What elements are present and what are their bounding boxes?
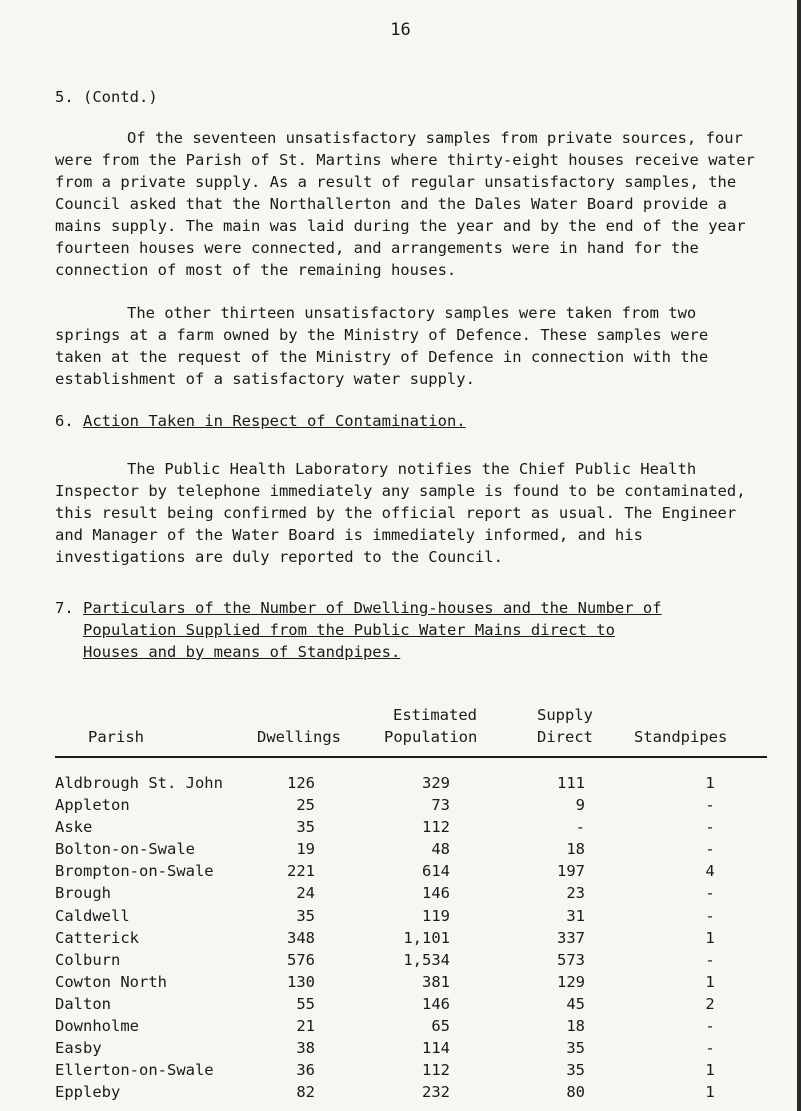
table-row [55,951,767,973]
cell-supply: 80 [566,1083,585,1102]
table-row [55,796,767,818]
cell-dwellings: 19 [296,840,315,859]
cell-population: 232 [422,1083,450,1102]
table-body [55,774,767,1105]
cell-supply: 18 [566,1017,585,1036]
cell-standpipes: - [705,1039,715,1058]
cell-parish: Ellerton-on-Swale [55,1061,214,1080]
cell-supply: 111 [557,774,585,792]
cell-parish: Eppleby [55,1083,121,1102]
section-5-heading: 5. (Contd.) [55,88,158,106]
table-row [55,862,767,884]
cell-supply: - [575,818,585,837]
cell-dwellings: 576 [287,950,315,969]
cell-standpipes: - [705,818,715,837]
cell-parish: Aske [55,818,93,837]
cell-standpipes: - [705,884,715,903]
cell-standpipes: - [705,950,715,969]
cell-supply: 573 [557,950,585,969]
cell-standpipes: 1 [705,1083,715,1102]
cell-standpipes: 1 [705,972,715,991]
section-6-paragraph [55,458,755,568]
table-row [55,840,767,862]
table-row [55,973,767,995]
section-7-title-line-1 [55,597,662,619]
section-7-heading [55,597,662,663]
table-row [55,929,767,951]
cell-supply: 23 [566,884,585,903]
page-number: 16 [390,20,411,40]
header-supply-line-2: Direct [537,728,593,746]
section-6-heading [55,410,466,432]
cell-parish: Appleton [55,796,130,815]
table-row [55,995,767,1017]
cell-standpipes: 4 [705,862,715,881]
cell-population: 73 [431,796,450,815]
cell-supply: 18 [566,840,585,859]
header-rule [55,756,767,758]
section-5-paragraph-2 [55,302,755,390]
cell-supply: 45 [566,994,585,1013]
cell-standpipes: - [705,796,715,815]
table-row [55,884,767,906]
cell-parish: Brompton-on-Swale [55,862,214,881]
cell-supply: 197 [557,862,585,881]
paragraph-text: The Public Health Laboratory notifies the Chief Public Health Inspector by telephone immediately any sample is found to be contaminated, this result being confirmed by the official report as usual. The Engineer and Manager of the Water Board is immediately informed, and his investigations are duly reported to the Council. [55,460,746,566]
cell-dwellings: 25 [296,796,315,815]
section-6-title: Action Taken in Respect of Contamination. [83,412,466,430]
cell-parish: Caldwell [55,906,130,925]
table-row [55,907,767,929]
cell-supply: 35 [566,1039,585,1058]
paragraph-text: The other thirteen unsatisfactory samples were taken from two springs at a farm owned by the Ministry of Defence. These samples were taken at the request of the Ministry of Defence in connection with the establishment of a satisfactory water supply. [55,304,709,388]
cell-standpipes: 1 [705,1061,715,1080]
cell-population: 119 [422,906,450,925]
table-row [55,774,767,796]
cell-population: 114 [422,1039,450,1058]
table-row [55,818,767,840]
cell-dwellings: 36 [296,1061,315,1080]
header-population-line-2: Population [384,728,478,746]
cell-population: 112 [422,1061,450,1080]
section-7-number: 7. [55,599,74,617]
cell-population: 614 [422,862,450,881]
cell-dwellings: 24 [296,884,315,903]
section-7-title-line-3: Houses and by means of Standpipes. [83,643,401,661]
cell-dwellings: 82 [296,1083,315,1102]
cell-supply: 337 [557,928,585,947]
cell-standpipes: - [705,1017,715,1036]
cell-population: 1,534 [403,950,450,969]
cell-population: 65 [431,1017,450,1036]
cell-standpipes: 1 [705,774,715,792]
section-7-title-line-2: Population Supplied from the Public Water Mains direct to [83,621,615,639]
cell-standpipes: 2 [705,994,715,1013]
cell-dwellings: 130 [287,972,315,991]
cell-parish: Dalton [55,994,111,1013]
paragraph-text: Of the seventeen unsatisfactory samples from private sources, four were from the Parish of St. Martins where thirty-eight houses receive water from a private supply. As a result of regular unsatisfactory samples, the Council asked that the Northallerton and the Dales Water Board provide a mains supply. The main was laid during the year and by the end of the year fourteen houses were connected, and arrangements were in hand for the connection of most of the remaining houses. [55,129,755,279]
cell-dwellings: 35 [296,906,315,925]
cell-dwellings: 21 [296,1017,315,1036]
cell-population: 1,101 [403,928,450,947]
cell-supply: 9 [575,796,585,815]
cell-population: 112 [422,818,450,837]
cell-dwellings: 126 [287,774,315,792]
cell-dwellings: 35 [296,818,315,837]
table-row [55,1083,767,1105]
section-6-number: 6. [55,412,74,430]
table-row [55,1017,767,1039]
header-population-line-1: Estimated [393,706,477,724]
header-parish: Parish [88,728,144,746]
cell-standpipes: - [705,906,715,925]
header-supply-line-1: Supply [537,706,593,724]
table-row [55,1061,767,1083]
cell-supply: 35 [566,1061,585,1080]
cell-parish: Downholme [55,1017,139,1036]
cell-population: 329 [422,774,450,792]
cell-standpipes: - [705,840,715,859]
cell-parish: Aldbrough St. John [55,774,223,792]
cell-population: 146 [422,884,450,903]
cell-supply: 129 [557,972,585,991]
cell-dwellings: 55 [296,994,315,1013]
cell-dwellings: 221 [287,862,315,881]
cell-supply: 31 [566,906,585,925]
cell-parish: Brough [55,884,111,903]
cell-population: 146 [422,994,450,1013]
cell-parish: Bolton-on-Swale [55,840,195,859]
cell-parish: Easby [55,1039,102,1058]
cell-population: 48 [431,840,450,859]
page-edge [797,0,801,1111]
cell-parish: Cowton North [55,972,167,991]
table-row [55,1039,767,1061]
cell-dwellings: 348 [287,928,315,947]
cell-parish: Catterick [55,928,139,947]
cell-parish: Colburn [55,950,121,969]
section-7-title-text-1: Particulars of the Number of Dwelling-houses and the Number of [83,599,662,617]
cell-population: 381 [422,972,450,991]
cell-standpipes: 1 [705,928,715,947]
cell-dwellings: 38 [296,1039,315,1058]
header-standpipes: Standpipes [634,728,728,746]
header-dwellings: Dwellings [257,728,341,746]
section-5-paragraph-1 [55,127,755,281]
